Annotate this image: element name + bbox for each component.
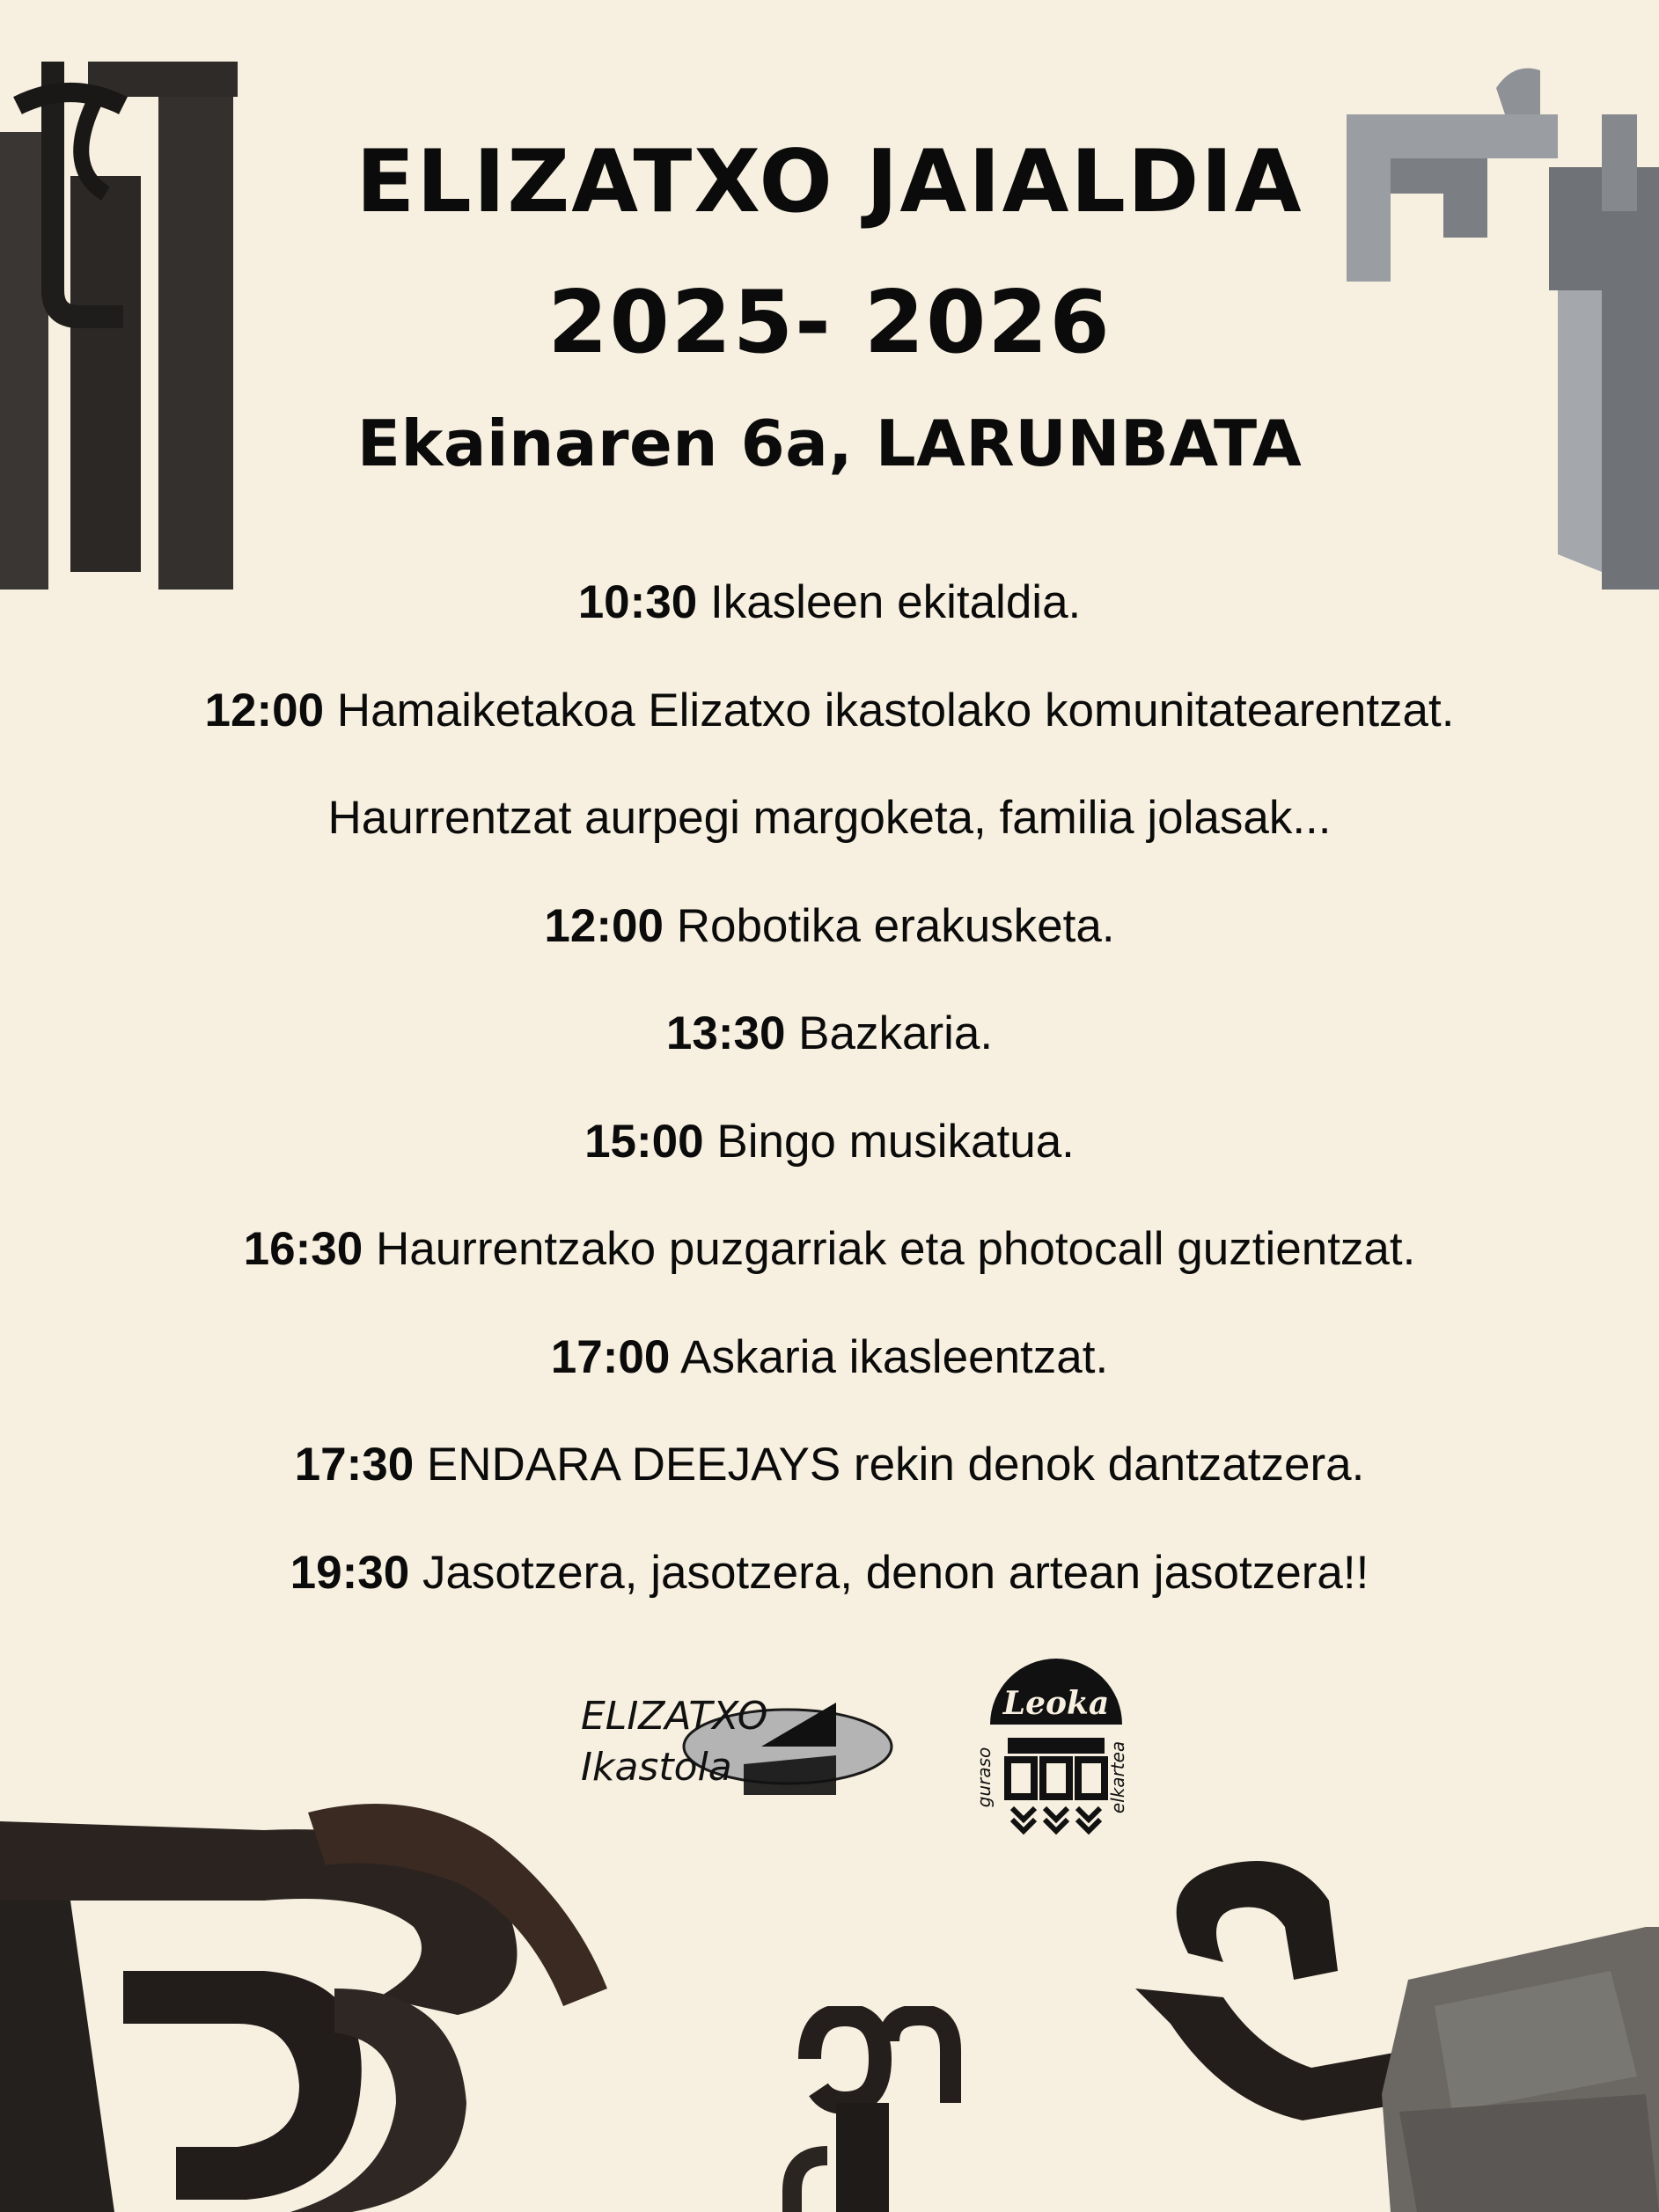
elizatxo-logo-line2: Ikastola (581, 1745, 732, 1790)
schedule-time: 12:00 (204, 684, 325, 736)
schedule-item (0, 563, 1659, 671)
schedule-item (0, 1425, 1659, 1534)
schedule-time: 13:30 (665, 1007, 786, 1059)
schedule-text: Jasotzera, jasotzera, denon artean jasotzera!! (409, 1546, 1369, 1599)
schedule-text: Bingo musikatua. (703, 1115, 1075, 1168)
schedule-item (0, 1534, 1659, 1642)
schedule-text: Haurrentzako puzgarriak eta photocall guztientzat. (363, 1223, 1416, 1275)
poster-years: 2025- 2026 (547, 273, 1112, 373)
poster-title: ELIZATXO JAIALDIA (356, 132, 1303, 232)
schedule-time: 12:00 (544, 899, 664, 952)
elizatxo-logo-line1: ELIZATXO (581, 1694, 768, 1739)
leoka-logo-right-text: elkartea (1107, 1740, 1128, 1814)
schedule-text: Askaria ikasleentzat. (670, 1330, 1109, 1383)
schedule-item (0, 671, 1659, 780)
schedule-time: 16:30 (243, 1223, 363, 1275)
schedule-text: Hamaiketakoa Elizatxo ikastolako komunitatearentzat. (324, 684, 1455, 736)
schedule-item (0, 1210, 1659, 1318)
leoka-logo-left-text: guraso (973, 1747, 995, 1808)
schedule-time: 17:30 (294, 1439, 415, 1491)
sculpture-bottom-left (0, 1769, 669, 2212)
schedule-item (0, 994, 1659, 1102)
schedule-item (0, 887, 1659, 995)
schedule-item (0, 1102, 1659, 1211)
schedule-text: Bazkaria. (785, 1007, 994, 1059)
schedule-list (0, 563, 1659, 1641)
leoka-logo (973, 1654, 1140, 1852)
schedule-time: 17:00 (550, 1330, 671, 1383)
schedule-item (0, 779, 1659, 887)
schedule-time: 19:30 (290, 1546, 410, 1599)
schedule-text: ENDARA DEEJAYS rekin denok dantzatzera. (414, 1439, 1365, 1491)
schedule-text: Ikasleen ekitaldia. (697, 576, 1082, 628)
sculpture-bottom-center (774, 2006, 995, 2212)
poster-date: Ekainaren 6a, LARUNBATA (356, 407, 1303, 480)
leoka-logo-name: Leoka (1002, 1685, 1110, 1722)
schedule-text: Robotika erakusketa. (663, 899, 1115, 952)
schedule-time: 10:30 (577, 576, 698, 628)
schedule-item (0, 1318, 1659, 1426)
sculpture-bottom-right (1118, 1848, 1659, 2212)
schedule-text: Haurrentzat aurpegi margoketa, familia jolasak... (327, 792, 1332, 844)
schedule-time: 15:00 (584, 1115, 704, 1168)
